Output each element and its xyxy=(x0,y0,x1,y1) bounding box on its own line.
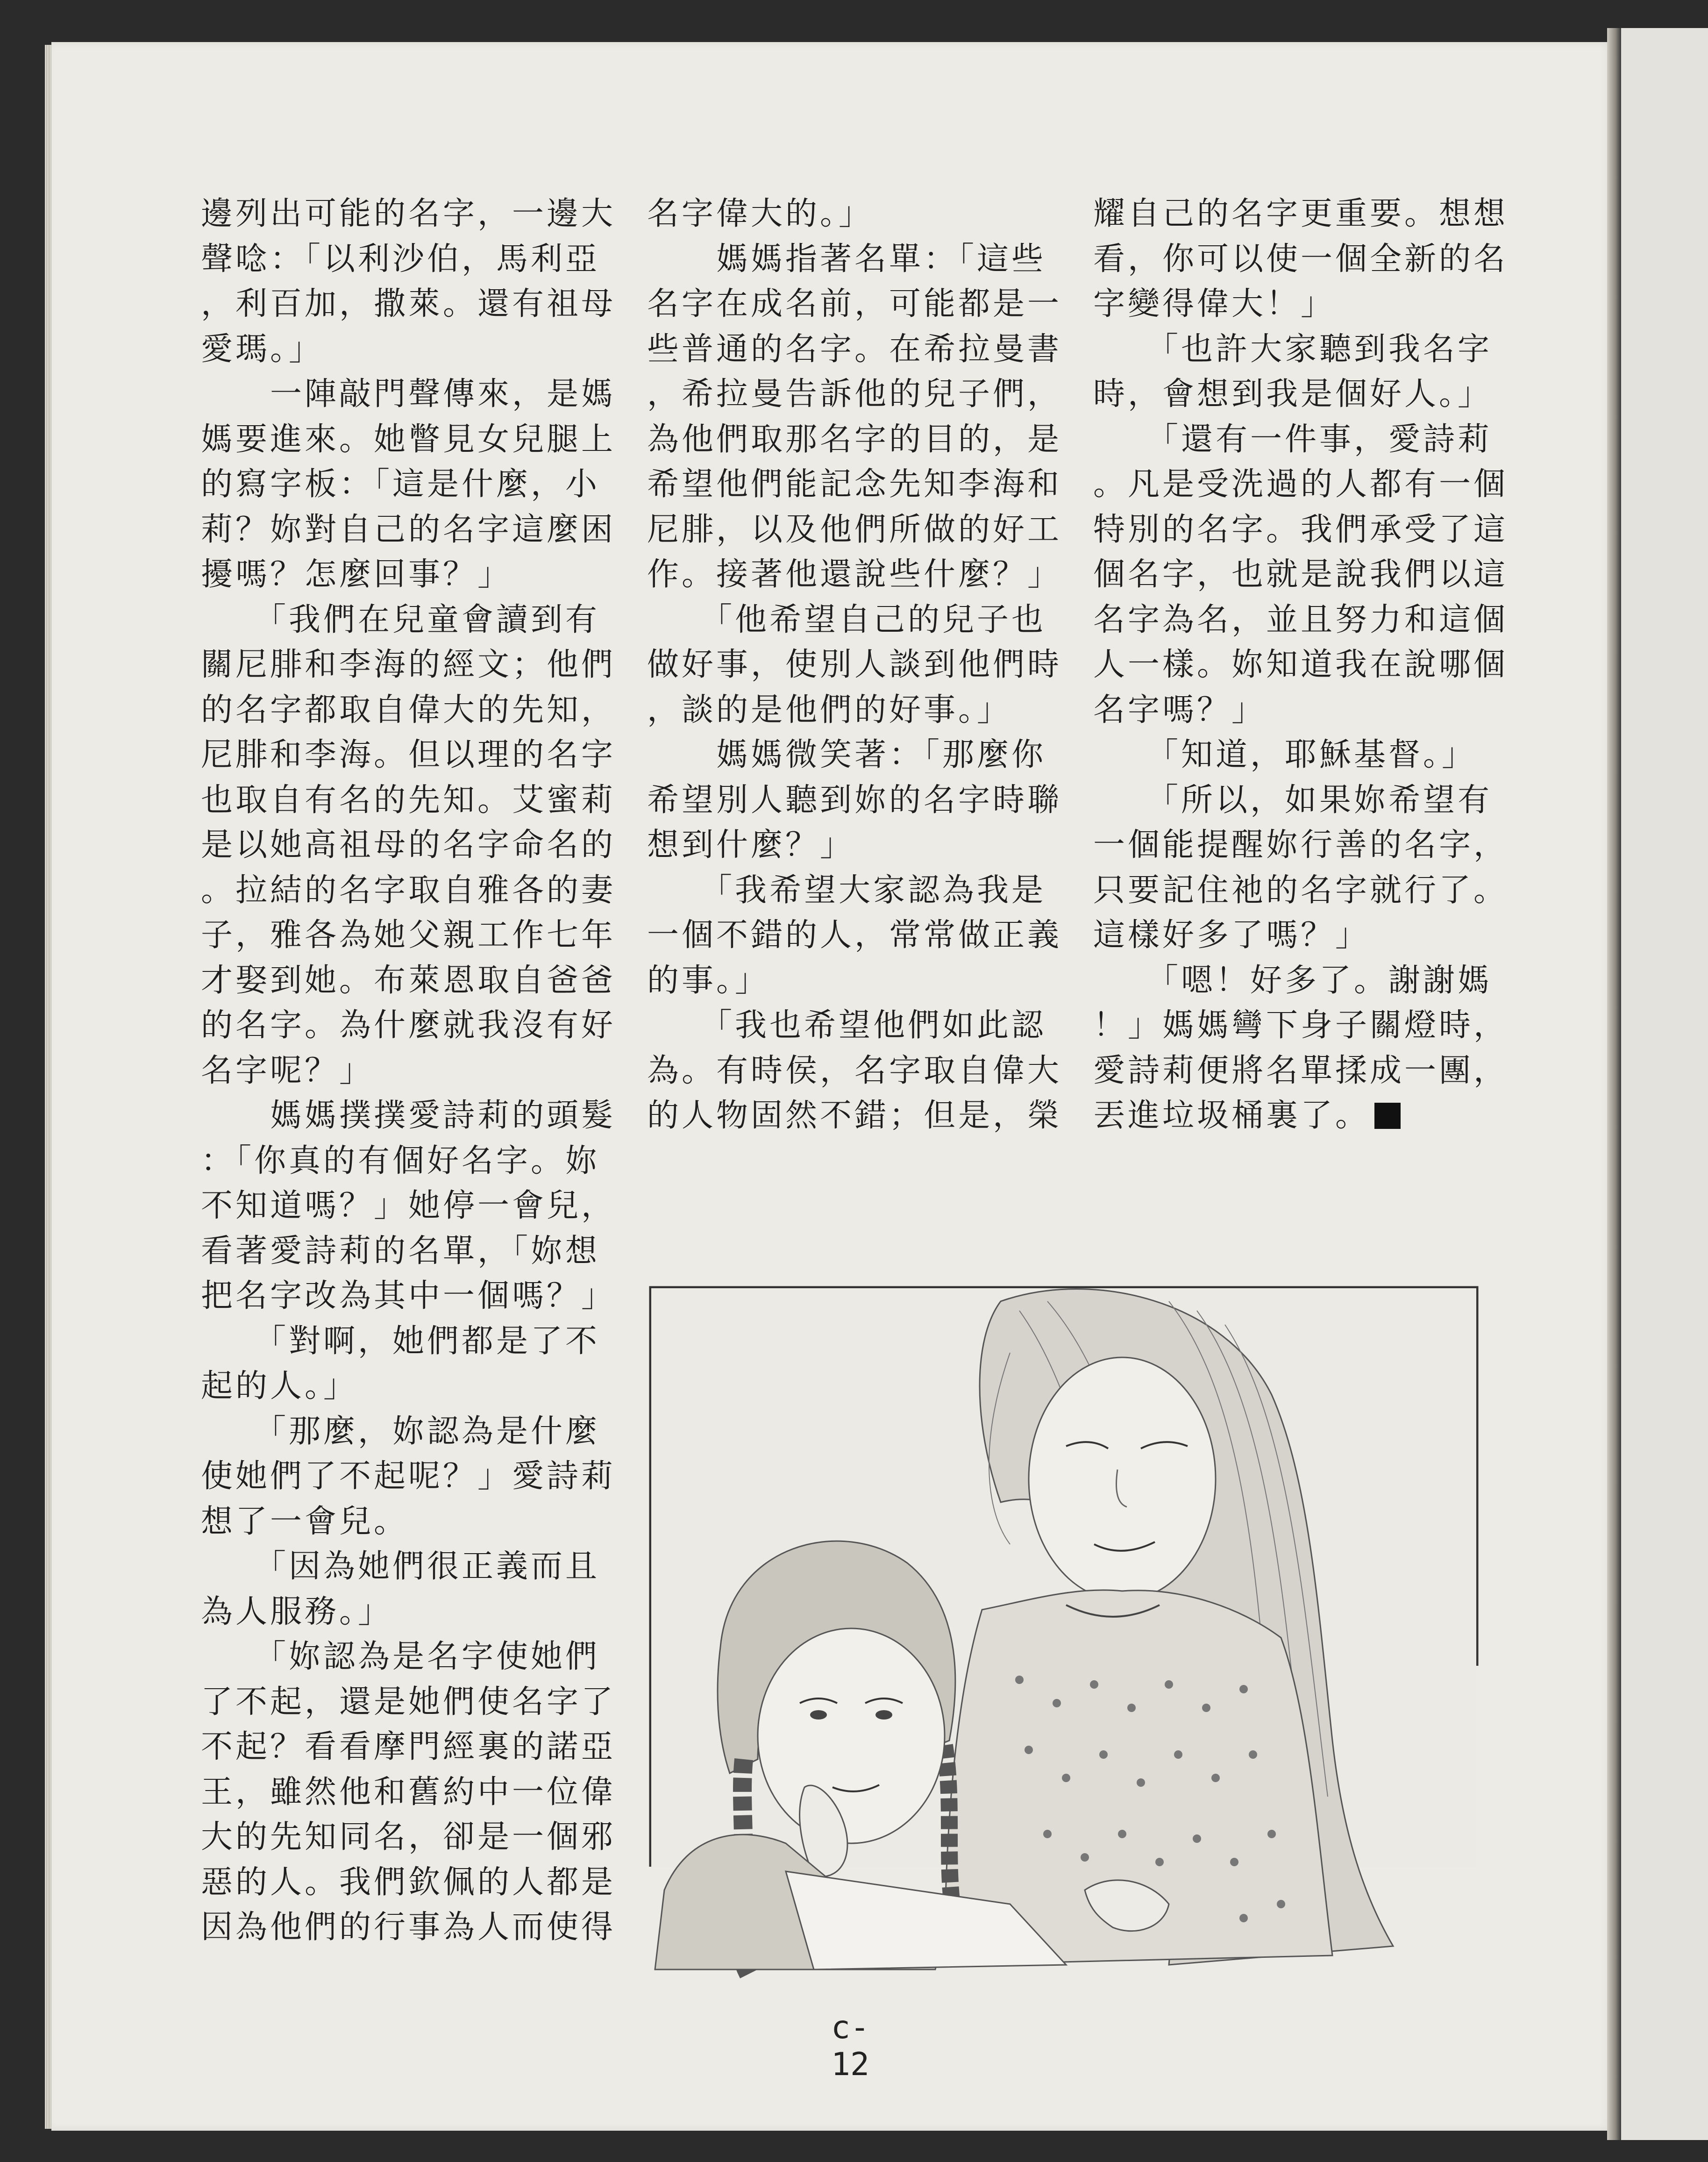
text-line: ，利百加，撒萊。還有祖母 xyxy=(201,285,616,322)
text-line: 邊列出可能的名字，一邊大 xyxy=(201,195,616,232)
text-line: 「我們在兒童會讀到有 xyxy=(201,601,600,638)
text-line: 「因為她們很正義而且 xyxy=(201,1548,600,1585)
text-line: 是以她高祖母的名字命名的 xyxy=(201,827,616,863)
text-line: 只要記住祂的名字就行了。 xyxy=(1093,871,1509,909)
text-line: 看著愛詩莉的名單，「妳想 xyxy=(201,1232,600,1270)
text-line: ，希拉曼告訴他的兒子們， xyxy=(647,376,1062,413)
text-line: 子，雅各為她父親工作七年 xyxy=(201,917,616,954)
text-line: 尼腓，以及他們所做的好工 xyxy=(647,511,1062,548)
text-line: 這樣好多了嗎？」 xyxy=(1093,917,1370,954)
text-line: ！」媽媽彎下身子關燈時， xyxy=(1093,1007,1509,1044)
text-line: ，談的是他們的好事。」 xyxy=(647,691,1012,728)
text-line: 的事。」 xyxy=(647,962,770,999)
text-line: 「他希望自己的兒子也 xyxy=(647,601,1046,638)
text-line: 名字嗎？」 xyxy=(1093,691,1267,728)
adjacent-page xyxy=(1621,28,1708,2140)
text-line: 惡的人。我們欽佩的人都是 xyxy=(201,1863,616,1901)
text-line: 看，你可以使一個全新的名 xyxy=(1093,240,1509,278)
text-line: 一個能提醒妳行善的名字， xyxy=(1093,827,1509,863)
text-line: 些普通的名字。在希拉曼書 xyxy=(647,330,1062,368)
text-line: 媽媽指著名單：「這些 xyxy=(647,240,1046,278)
text-line: 特別的名字。我們承受了這 xyxy=(1093,511,1509,548)
text-line: 名字在成名前，可能都是一 xyxy=(647,285,1062,322)
end-of-article-mark xyxy=(1374,1103,1401,1129)
text-line: 為。有時侯，名字取自偉大 xyxy=(647,1052,1062,1089)
text-line: 字變得偉大！」 xyxy=(1093,285,1336,322)
text-line: 想到什麼？」 xyxy=(647,827,855,863)
text-line: ：「你真的有個好名字。妳 xyxy=(201,1142,600,1179)
text-line: 丟進垃圾桶裏了。 xyxy=(1093,1093,1504,1139)
text-line: 想了一會兒。 xyxy=(201,1503,409,1540)
text-line: 「也許大家聽到我名字 xyxy=(1093,330,1493,368)
text-line: 媽媽撲撲愛詩莉的頭髮 xyxy=(201,1097,616,1134)
text-line: 聲唸：「以利沙伯，馬利亞 xyxy=(201,240,600,278)
text-line: 一個不錯的人，常常做正義 xyxy=(647,917,1062,954)
text-line: 「嗯！好多了。謝謝媽 xyxy=(1093,962,1493,999)
text-line: 尼腓和李海。但以理的名字 xyxy=(201,736,616,773)
text-line: 使她們了不起呢？」愛詩莉 xyxy=(201,1458,616,1495)
text-line: 擾嗎？怎麼回事？」 xyxy=(201,556,512,593)
text-column-1 xyxy=(201,192,616,1950)
text-line: 起的人。」 xyxy=(201,1368,358,1405)
text-line: 媽媽微笑著：「那麼你 xyxy=(647,736,1046,773)
text-line: 耀自己的名字更重要。想想 xyxy=(1093,195,1509,232)
text-line: 一陣敲門聲傳來，是媽 xyxy=(201,376,616,413)
text-line: 了不起，還是她們使名字了 xyxy=(201,1683,616,1720)
text-column-3 xyxy=(1093,192,1509,1139)
text-line: 個名字，也就是說我們以這 xyxy=(1093,556,1509,593)
text-line: 名字為名，並且努力和這個 xyxy=(1093,601,1509,638)
text-line: 希望他們能記念先知李海和 xyxy=(647,466,1062,503)
text-line: 把名字改為其中一個嗎？」 xyxy=(201,1277,616,1314)
text-line: 「那麼，妳認為是什麼 xyxy=(201,1413,600,1450)
text-line: 人一樣。妳知道我在說哪個 xyxy=(1093,646,1509,683)
text-line: 。凡是受洗過的人都有一個 xyxy=(1093,466,1509,503)
text-line: 王，雖然他和舊約中一位偉 xyxy=(201,1773,616,1811)
binding-gutter xyxy=(1607,28,1621,2140)
text-line: 名字偉大的。」 xyxy=(647,195,874,232)
text-line: 也取自有名的先知。艾蜜莉 xyxy=(201,781,616,819)
text-line: 的人物固然不錯；但是，榮 xyxy=(647,1097,1062,1134)
text-line: 「對啊，她們都是了不 xyxy=(201,1322,600,1360)
text-line: 的名字都取自偉大的先知， xyxy=(201,691,616,728)
text-line: 做好事，使別人談到他們時 xyxy=(647,646,1062,683)
text-line: 。拉結的名字取自雅各的妻 xyxy=(201,871,616,909)
text-line: 的寫字板：「這是什麼，小 xyxy=(201,466,600,503)
text-line: 不起？看看摩門經裏的諾亞 xyxy=(201,1728,616,1765)
text-line: 媽要進來。她瞥見女兒腿上 xyxy=(201,421,616,458)
daughter-face xyxy=(758,1628,945,1843)
text-line: 愛瑪。」 xyxy=(201,330,324,368)
text-line: 不知道嗎？」她停一會兒， xyxy=(201,1187,616,1224)
text-line: 莉？妳對自己的名字這麼困 xyxy=(201,511,616,548)
text-line: 大的先知同名，卻是一個邪 xyxy=(201,1819,616,1855)
text-line: 「我希望大家認為我是 xyxy=(647,871,1046,909)
text-line: 「我也希望他們如此認 xyxy=(647,1007,1046,1044)
page-number: c-12 xyxy=(831,2009,869,2083)
text-line: 「還有一件事，愛詩莉 xyxy=(1093,421,1493,458)
text-line: 為他們取那名字的目的，是 xyxy=(647,421,1062,458)
text-line: 「妳認為是名字使她們 xyxy=(201,1638,600,1675)
text-line: 「知道，耶穌基督。」 xyxy=(1093,736,1477,773)
mother-daughter-illustration xyxy=(646,1283,1482,1998)
text-column-2 xyxy=(647,192,1062,1139)
text-line: 名字呢？」 xyxy=(201,1052,374,1089)
text-line: 愛詩莉便將名單揉成一團， xyxy=(1093,1052,1509,1089)
text-line: 時，會想到我是個好人。」 xyxy=(1093,376,1493,413)
text-line: 希望別人聽到妳的名字時聯 xyxy=(647,781,1062,819)
text-line: 關尼腓和李海的經文；他們 xyxy=(201,646,616,683)
text-line: 的名字。為什麼就我沒有好 xyxy=(201,1007,616,1044)
text-line: 「所以，如果妳希望有 xyxy=(1093,781,1493,819)
text-line: 因為他們的行事為人而使得 xyxy=(201,1909,616,1946)
mother-face xyxy=(1029,1357,1216,1600)
text-line: 才娶到她。布萊恩取自爸爸 xyxy=(201,962,616,999)
text-line: 作。接著他還說些什麼？」 xyxy=(647,556,1062,593)
text-line: 為人服務。」 xyxy=(201,1593,393,1630)
